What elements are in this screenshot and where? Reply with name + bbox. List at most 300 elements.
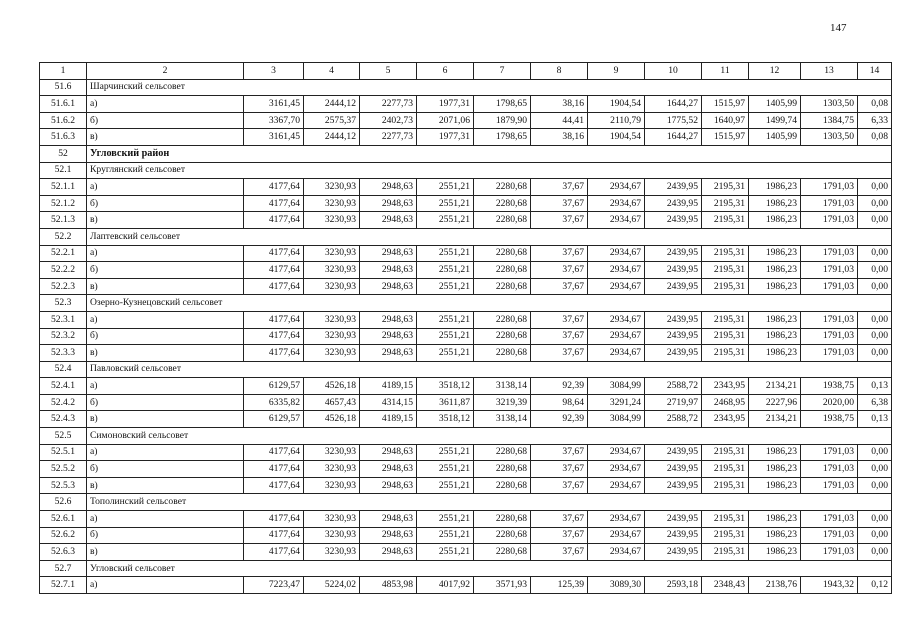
- row-variant-label: а): [87, 577, 244, 594]
- value-cell: 2948,63: [360, 311, 417, 328]
- value-cell: 1986,23: [749, 278, 801, 295]
- value-cell: 0,00: [858, 544, 892, 561]
- table-row: [40, 179, 892, 196]
- value-cell: 4526,18: [304, 411, 360, 428]
- value-cell: 1791,03: [801, 245, 858, 262]
- value-cell: 3084,99: [588, 411, 645, 428]
- value-cell: 98,64: [531, 394, 588, 411]
- value-cell: 2195,31: [702, 527, 749, 544]
- value-cell: 3518,12: [417, 411, 474, 428]
- row-variant-label: а): [87, 96, 244, 113]
- value-cell: 125,39: [531, 577, 588, 594]
- value-cell: 2071,06: [417, 112, 474, 129]
- value-cell: 2280,68: [474, 245, 531, 262]
- value-cell: 2593,18: [645, 577, 702, 594]
- value-cell: 2934,67: [588, 262, 645, 279]
- value-cell: 3138,14: [474, 411, 531, 428]
- value-cell: 2195,31: [702, 345, 749, 362]
- value-cell: 4177,64: [244, 544, 304, 561]
- value-cell: 4177,64: [244, 527, 304, 544]
- value-cell: 4177,64: [244, 444, 304, 461]
- value-cell: 4189,15: [360, 378, 417, 395]
- value-cell: 1515,97: [702, 96, 749, 113]
- value-cell: 92,39: [531, 378, 588, 395]
- column-number-cell: 14: [858, 63, 892, 80]
- value-cell: 2551,21: [417, 195, 474, 212]
- value-cell: 37,67: [531, 444, 588, 461]
- table-row: [40, 262, 892, 279]
- section-row: [40, 79, 892, 96]
- row-code: 52.1.2: [40, 195, 87, 212]
- section-row: [40, 145, 892, 162]
- value-cell: 2195,31: [702, 278, 749, 295]
- tariff-table: [39, 62, 892, 594]
- row-variant-label: в): [87, 278, 244, 295]
- value-cell: 5224,02: [304, 577, 360, 594]
- section-code: 52.3: [40, 295, 87, 312]
- table-row: [40, 96, 892, 113]
- value-cell: 0,13: [858, 378, 892, 395]
- value-cell: 2551,21: [417, 212, 474, 229]
- table-row: [40, 212, 892, 229]
- value-cell: 4189,15: [360, 411, 417, 428]
- row-variant-label: в): [87, 129, 244, 146]
- section-name: Угловский район: [87, 145, 892, 162]
- value-cell: 1644,27: [645, 96, 702, 113]
- row-code: 52.2.1: [40, 245, 87, 262]
- value-cell: 2280,68: [474, 345, 531, 362]
- value-cell: 37,67: [531, 477, 588, 494]
- value-cell: 1405,99: [749, 96, 801, 113]
- value-cell: 2280,68: [474, 544, 531, 561]
- column-number-cell: 7: [474, 63, 531, 80]
- value-cell: 1791,03: [801, 477, 858, 494]
- value-cell: 1405,99: [749, 129, 801, 146]
- value-cell: 3230,93: [304, 262, 360, 279]
- value-cell: 2195,31: [702, 461, 749, 478]
- section-code: 52.7: [40, 560, 87, 577]
- value-cell: 2280,68: [474, 527, 531, 544]
- value-cell: 37,67: [531, 245, 588, 262]
- table-row: [40, 195, 892, 212]
- column-number-row: [40, 63, 892, 80]
- value-cell: 4177,64: [244, 245, 304, 262]
- value-cell: 6129,57: [244, 411, 304, 428]
- value-cell: 6,33: [858, 112, 892, 129]
- section-name: Шарчинский сельсовет: [87, 79, 892, 96]
- value-cell: 1791,03: [801, 511, 858, 528]
- value-cell: 0,00: [858, 461, 892, 478]
- value-cell: 1977,31: [417, 129, 474, 146]
- value-cell: 2195,31: [702, 262, 749, 279]
- value-cell: 37,67: [531, 179, 588, 196]
- value-cell: 3161,45: [244, 129, 304, 146]
- section-name: Озерно-Кузнецовский сельсовет: [87, 295, 892, 312]
- row-variant-label: а): [87, 378, 244, 395]
- value-cell: 2948,63: [360, 195, 417, 212]
- row-variant-label: б): [87, 112, 244, 129]
- row-code: 52.3.3: [40, 345, 87, 362]
- value-cell: 1986,23: [749, 444, 801, 461]
- value-cell: 2948,63: [360, 477, 417, 494]
- section-name: Круглянский сельсовет: [87, 162, 892, 179]
- value-cell: 1791,03: [801, 179, 858, 196]
- value-cell: 2277,73: [360, 129, 417, 146]
- value-cell: 2439,95: [645, 245, 702, 262]
- row-code: 52.6.1: [40, 511, 87, 528]
- value-cell: 2934,67: [588, 311, 645, 328]
- row-code: 51.6.1: [40, 96, 87, 113]
- value-cell: 2934,67: [588, 544, 645, 561]
- value-cell: 1640,97: [702, 112, 749, 129]
- table-row: [40, 345, 892, 362]
- value-cell: 2575,37: [304, 112, 360, 129]
- value-cell: 2134,21: [749, 411, 801, 428]
- value-cell: 2934,67: [588, 444, 645, 461]
- row-variant-label: в): [87, 411, 244, 428]
- value-cell: 2280,68: [474, 461, 531, 478]
- value-cell: 3230,93: [304, 461, 360, 478]
- value-cell: 1986,23: [749, 477, 801, 494]
- value-cell: 1791,03: [801, 328, 858, 345]
- value-cell: 3230,93: [304, 278, 360, 295]
- value-cell: 2551,21: [417, 544, 474, 561]
- value-cell: 0,08: [858, 129, 892, 146]
- value-cell: 0,00: [858, 195, 892, 212]
- value-cell: 2439,95: [645, 179, 702, 196]
- value-cell: 1986,23: [749, 345, 801, 362]
- row-variant-label: б): [87, 262, 244, 279]
- value-cell: 2934,67: [588, 245, 645, 262]
- value-cell: 2468,95: [702, 394, 749, 411]
- value-cell: 4177,64: [244, 195, 304, 212]
- column-number-cell: 2: [87, 63, 244, 80]
- value-cell: 4177,64: [244, 477, 304, 494]
- value-cell: 0,00: [858, 262, 892, 279]
- row-code: 52.5.2: [40, 461, 87, 478]
- value-cell: 2934,67: [588, 278, 645, 295]
- section-row: [40, 494, 892, 511]
- value-cell: 2280,68: [474, 262, 531, 279]
- value-cell: 3230,93: [304, 195, 360, 212]
- value-cell: 2138,76: [749, 577, 801, 594]
- value-cell: 2948,63: [360, 278, 417, 295]
- value-cell: 4853,98: [360, 577, 417, 594]
- value-cell: 4177,64: [244, 461, 304, 478]
- value-cell: 37,67: [531, 278, 588, 295]
- row-variant-label: а): [87, 245, 244, 262]
- value-cell: 2934,67: [588, 527, 645, 544]
- row-code: 51.6.3: [40, 129, 87, 146]
- value-cell: 2195,31: [702, 477, 749, 494]
- value-cell: 2439,95: [645, 444, 702, 461]
- table-row: [40, 278, 892, 295]
- section-row: [40, 361, 892, 378]
- value-cell: 2280,68: [474, 477, 531, 494]
- row-code: 52.3.2: [40, 328, 87, 345]
- value-cell: 2280,68: [474, 511, 531, 528]
- value-cell: 2551,21: [417, 328, 474, 345]
- value-cell: 1791,03: [801, 278, 858, 295]
- value-cell: 0,00: [858, 179, 892, 196]
- value-cell: 2439,95: [645, 477, 702, 494]
- value-cell: 3230,93: [304, 328, 360, 345]
- value-cell: 3230,93: [304, 345, 360, 362]
- value-cell: 3084,99: [588, 378, 645, 395]
- value-cell: 3230,93: [304, 311, 360, 328]
- value-cell: 2439,95: [645, 461, 702, 478]
- value-cell: 0,00: [858, 345, 892, 362]
- row-code: 52.4.2: [40, 394, 87, 411]
- value-cell: 37,67: [531, 262, 588, 279]
- value-cell: 1986,23: [749, 511, 801, 528]
- value-cell: 3230,93: [304, 544, 360, 561]
- value-cell: 3161,45: [244, 96, 304, 113]
- column-number-cell: 13: [801, 63, 858, 80]
- value-cell: 2551,21: [417, 345, 474, 362]
- value-cell: 0,00: [858, 511, 892, 528]
- value-cell: 2719,97: [645, 394, 702, 411]
- table-row: [40, 477, 892, 494]
- value-cell: 2348,43: [702, 577, 749, 594]
- value-cell: 1986,23: [749, 245, 801, 262]
- value-cell: 1879,90: [474, 112, 531, 129]
- value-cell: 1791,03: [801, 212, 858, 229]
- row-variant-label: в): [87, 345, 244, 362]
- value-cell: 2551,21: [417, 245, 474, 262]
- value-cell: 1384,75: [801, 112, 858, 129]
- value-cell: 2195,31: [702, 544, 749, 561]
- value-cell: 2439,95: [645, 544, 702, 561]
- column-number-cell: 10: [645, 63, 702, 80]
- row-variant-label: в): [87, 477, 244, 494]
- section-code: 52: [40, 145, 87, 162]
- value-cell: 3230,93: [304, 212, 360, 229]
- column-number-cell: 4: [304, 63, 360, 80]
- row-code: 51.6.2: [40, 112, 87, 129]
- value-cell: 0,00: [858, 328, 892, 345]
- value-cell: 1986,23: [749, 212, 801, 229]
- table-row: [40, 394, 892, 411]
- value-cell: 37,67: [531, 527, 588, 544]
- value-cell: 3291,24: [588, 394, 645, 411]
- value-cell: 2934,67: [588, 212, 645, 229]
- value-cell: 37,67: [531, 345, 588, 362]
- value-cell: 4177,64: [244, 345, 304, 362]
- column-number-cell: 5: [360, 63, 417, 80]
- value-cell: 2934,67: [588, 477, 645, 494]
- value-cell: 2551,21: [417, 311, 474, 328]
- value-cell: 1644,27: [645, 129, 702, 146]
- value-cell: 6335,82: [244, 394, 304, 411]
- value-cell: 7223,47: [244, 577, 304, 594]
- table-row: [40, 461, 892, 478]
- value-cell: 2195,31: [702, 179, 749, 196]
- value-cell: 2195,31: [702, 511, 749, 528]
- value-cell: 1791,03: [801, 311, 858, 328]
- value-cell: 3089,30: [588, 577, 645, 594]
- value-cell: 1791,03: [801, 345, 858, 362]
- value-cell: 2439,95: [645, 511, 702, 528]
- table-row: [40, 444, 892, 461]
- value-cell: 1986,23: [749, 262, 801, 279]
- row-variant-label: а): [87, 311, 244, 328]
- value-cell: 1798,65: [474, 129, 531, 146]
- section-code: 52.4: [40, 361, 87, 378]
- value-cell: 1791,03: [801, 527, 858, 544]
- value-cell: 1303,50: [801, 96, 858, 113]
- value-cell: 0,00: [858, 278, 892, 295]
- page-number: 147: [830, 22, 847, 34]
- row-code: 52.7.1: [40, 577, 87, 594]
- value-cell: 2195,31: [702, 328, 749, 345]
- row-code: 52.5.3: [40, 477, 87, 494]
- value-cell: 2934,67: [588, 195, 645, 212]
- value-cell: 3230,93: [304, 444, 360, 461]
- value-cell: 2280,68: [474, 212, 531, 229]
- value-cell: 1943,32: [801, 577, 858, 594]
- row-code: 52.2.2: [40, 262, 87, 279]
- value-cell: 2343,95: [702, 378, 749, 395]
- value-cell: 37,67: [531, 511, 588, 528]
- value-cell: 2444,12: [304, 96, 360, 113]
- row-code: 52.1.1: [40, 179, 87, 196]
- value-cell: 1986,23: [749, 328, 801, 345]
- row-code: 52.5.1: [40, 444, 87, 461]
- row-variant-label: в): [87, 212, 244, 229]
- value-cell: 2439,95: [645, 212, 702, 229]
- value-cell: 4177,64: [244, 311, 304, 328]
- value-cell: 2280,68: [474, 179, 531, 196]
- table-row: [40, 577, 892, 594]
- value-cell: 0,00: [858, 311, 892, 328]
- value-cell: 3219,39: [474, 394, 531, 411]
- value-cell: 0,13: [858, 411, 892, 428]
- column-number-cell: 1: [40, 63, 87, 80]
- value-cell: 2948,63: [360, 245, 417, 262]
- value-cell: 3518,12: [417, 378, 474, 395]
- value-cell: 3230,93: [304, 245, 360, 262]
- column-number-cell: 3: [244, 63, 304, 80]
- value-cell: 2551,21: [417, 461, 474, 478]
- value-cell: 4177,64: [244, 262, 304, 279]
- value-cell: 3571,93: [474, 577, 531, 594]
- value-cell: 1938,75: [801, 411, 858, 428]
- column-number-cell: 11: [702, 63, 749, 80]
- section-name: Павловский сельсовет: [87, 361, 892, 378]
- value-cell: 2934,67: [588, 328, 645, 345]
- value-cell: 2948,63: [360, 345, 417, 362]
- value-cell: 3230,93: [304, 477, 360, 494]
- value-cell: 1499,74: [749, 112, 801, 129]
- value-cell: 1791,03: [801, 195, 858, 212]
- value-cell: 1986,23: [749, 195, 801, 212]
- row-code: 52.6.2: [40, 527, 87, 544]
- value-cell: 2948,63: [360, 179, 417, 196]
- value-cell: 0,00: [858, 212, 892, 229]
- row-variant-label: а): [87, 511, 244, 528]
- value-cell: 2110,79: [588, 112, 645, 129]
- value-cell: 1986,23: [749, 311, 801, 328]
- value-cell: 4177,64: [244, 511, 304, 528]
- value-cell: 2195,31: [702, 245, 749, 262]
- value-cell: 2934,67: [588, 345, 645, 362]
- value-cell: 0,00: [858, 245, 892, 262]
- value-cell: 2934,67: [588, 511, 645, 528]
- table-row: [40, 311, 892, 328]
- section-code: 52.2: [40, 228, 87, 245]
- value-cell: 4314,15: [360, 394, 417, 411]
- section-row: [40, 162, 892, 179]
- value-cell: 2551,21: [417, 511, 474, 528]
- value-cell: 1904,54: [588, 129, 645, 146]
- section-row: [40, 295, 892, 312]
- table-row: [40, 129, 892, 146]
- value-cell: 2934,67: [588, 179, 645, 196]
- section-name: Тополинский сельсовет: [87, 494, 892, 511]
- value-cell: 1791,03: [801, 461, 858, 478]
- value-cell: 2439,95: [645, 195, 702, 212]
- value-cell: 2195,31: [702, 212, 749, 229]
- value-cell: 2948,63: [360, 328, 417, 345]
- column-number-cell: 6: [417, 63, 474, 80]
- section-row: [40, 228, 892, 245]
- row-variant-label: б): [87, 195, 244, 212]
- section-name: Симоновский сельсовет: [87, 428, 892, 445]
- value-cell: 37,67: [531, 311, 588, 328]
- value-cell: 0,00: [858, 527, 892, 544]
- row-code: 52.3.1: [40, 311, 87, 328]
- value-cell: 37,67: [531, 328, 588, 345]
- row-variant-label: а): [87, 179, 244, 196]
- value-cell: 3367,70: [244, 112, 304, 129]
- value-cell: 3230,93: [304, 179, 360, 196]
- row-variant-label: а): [87, 444, 244, 461]
- value-cell: 1303,50: [801, 129, 858, 146]
- value-cell: 2588,72: [645, 411, 702, 428]
- row-variant-label: б): [87, 527, 244, 544]
- value-cell: 2277,73: [360, 96, 417, 113]
- value-cell: 4177,64: [244, 179, 304, 196]
- row-variant-label: в): [87, 544, 244, 561]
- value-cell: 2551,21: [417, 477, 474, 494]
- value-cell: 2195,31: [702, 444, 749, 461]
- value-cell: 6,38: [858, 394, 892, 411]
- value-cell: 2551,21: [417, 444, 474, 461]
- value-cell: 3611,87: [417, 394, 474, 411]
- section-code: 52.5: [40, 428, 87, 445]
- value-cell: 1775,52: [645, 112, 702, 129]
- value-cell: 2439,95: [645, 311, 702, 328]
- value-cell: 4657,43: [304, 394, 360, 411]
- section-name: Угловский сельсовет: [87, 560, 892, 577]
- value-cell: 38,16: [531, 96, 588, 113]
- value-cell: 1986,23: [749, 544, 801, 561]
- value-cell: 2280,68: [474, 328, 531, 345]
- value-cell: 2195,31: [702, 195, 749, 212]
- value-cell: 3230,93: [304, 527, 360, 544]
- value-cell: 2280,68: [474, 278, 531, 295]
- value-cell: 2280,68: [474, 311, 531, 328]
- value-cell: 2439,95: [645, 262, 702, 279]
- value-cell: 1798,65: [474, 96, 531, 113]
- value-cell: 3230,93: [304, 511, 360, 528]
- value-cell: 2551,21: [417, 278, 474, 295]
- table-row: [40, 328, 892, 345]
- value-cell: 44,41: [531, 112, 588, 129]
- value-cell: 2195,31: [702, 311, 749, 328]
- value-cell: 1977,31: [417, 96, 474, 113]
